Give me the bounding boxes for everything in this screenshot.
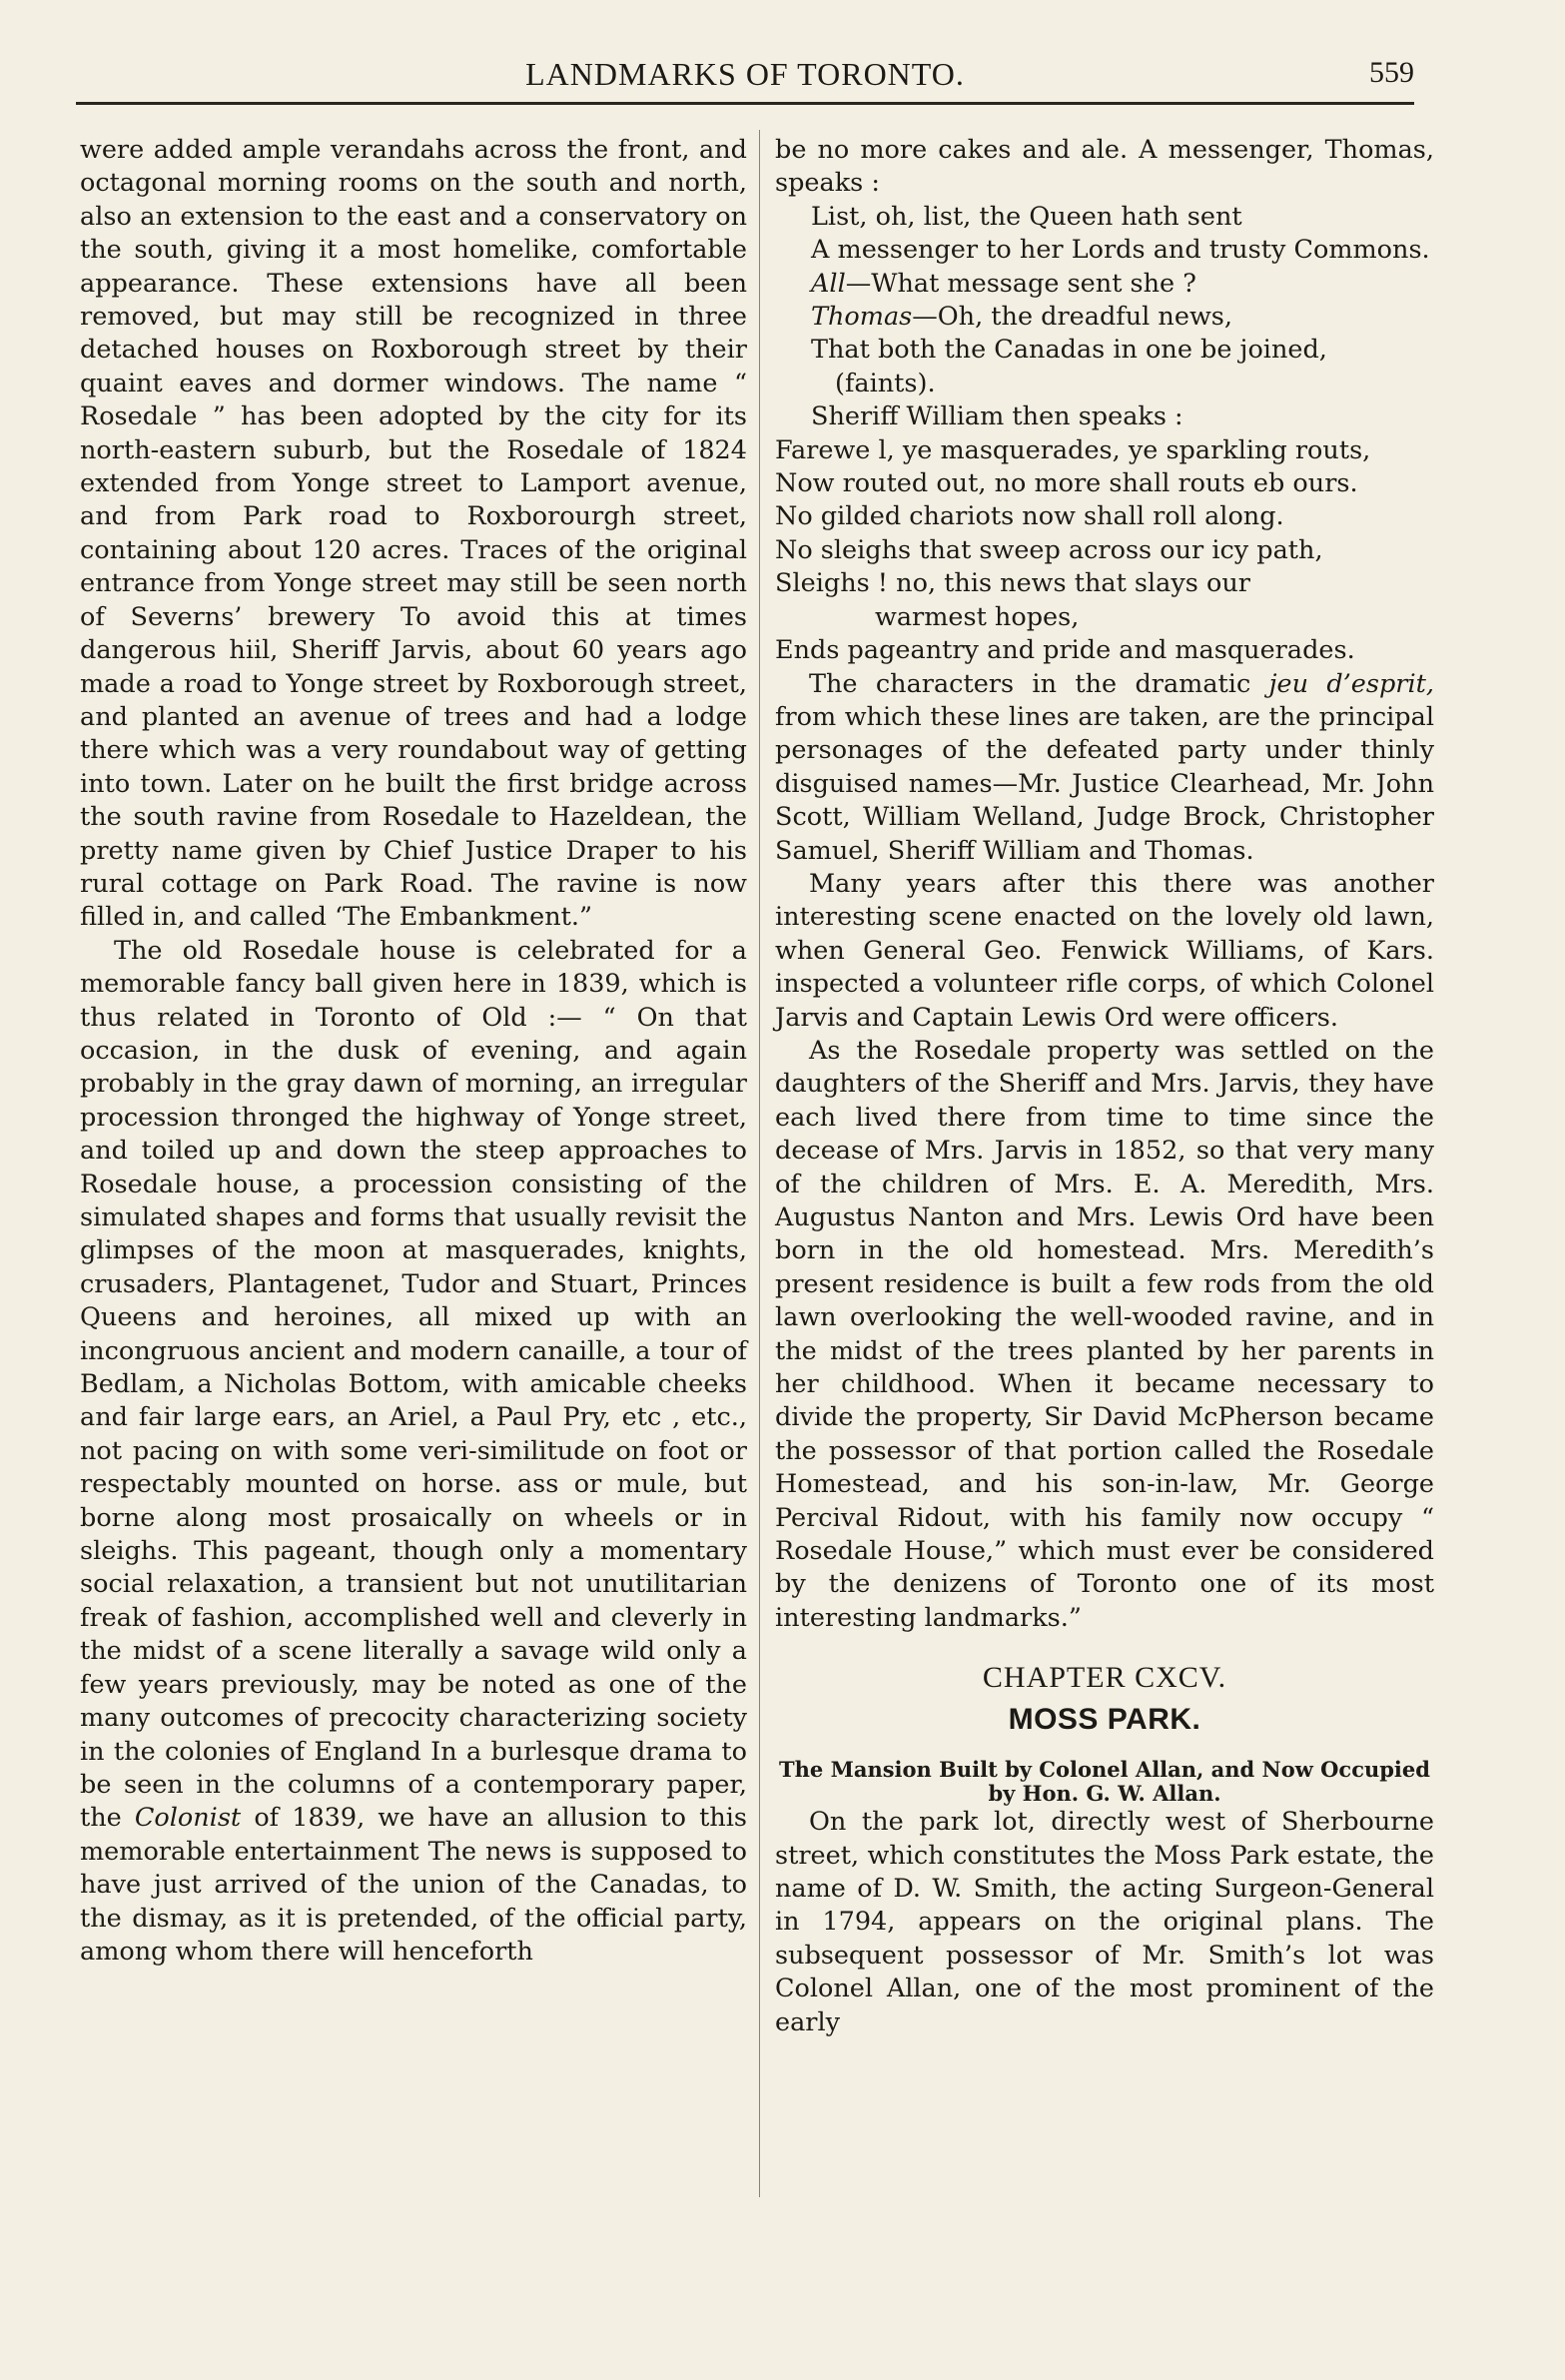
colonist-title: Colonist xyxy=(134,1803,242,1834)
page-number: 559 xyxy=(1369,56,1414,89)
all-dialogue: —What message sent she ? xyxy=(845,268,1196,299)
verse-line: Ends pageantry and pride and masquerades. xyxy=(775,635,1355,666)
verse-line: (faints). xyxy=(835,368,936,398)
verse-all-line xyxy=(775,268,1434,301)
left-column xyxy=(80,134,747,1969)
speaker-thomas: Thomas xyxy=(811,302,913,333)
column-divider xyxy=(759,130,760,2197)
paragraph-characters xyxy=(775,668,1434,868)
header-rule xyxy=(76,102,1414,105)
verse-line: No gilded chariots now shall roll along. xyxy=(775,501,1284,532)
sheriff-intro: Sheriff William then speaks : xyxy=(811,401,1183,432)
chapter-subtitle: The Mansion Built by Colonel Allan, and Now Occupied by Hon. G. W. Allan. xyxy=(779,1757,1430,1807)
chapter-title: MOSS PARK. xyxy=(1008,1702,1201,1736)
running-title: LANDMARKS OF TORONTO. xyxy=(525,56,965,92)
right-column xyxy=(775,134,1434,2039)
verse-line: That both the Canadas in one be joined, xyxy=(811,335,1327,366)
chapter-number: CHAPTER CXCV. xyxy=(982,1661,1227,1695)
verse-line: No sleighs that sweep across our icy path, xyxy=(775,534,1323,565)
verse-line: List, oh, list, the Queen hath sent xyxy=(811,201,1242,232)
paragraph-verandahs: were added ample verandahs across the front, and octagonal morning rooms on the south and north, also an extension to the east and a conservatory on the south, giving it a most homelike, comfortable appearance. These extensions have all been removed, but may still be recognized in three detached houses on Roxborough street by their quaint eaves and dormer windows. The name “ Rosedale ” has been adopted by the city for its north-eastern suburb, but the Rosedale of 1824 extended from Yonge street to Lamport avenue, and from Park road to Roxborourgh street, containing about 120 acres. Traces of the original entrance from Yonge street may still be seen north of Severns’ brewery To avoid this at times dangerous hiil, Sheriff Jarvis, about 60 years ago made a road to Yonge street by Roxborough street, and planted an avenue of trees and had a lodge there which was a very roundabout way of getting into town. Later on he built the first bridge across the south ravine from Rosedale to Hazeldean, the pretty name given by Chief Justice Draper to his rural cottage on Park Road. The ravine is now filled in, and called ‘The Embankment.” xyxy=(80,135,747,933)
page-header xyxy=(76,52,1414,108)
paragraph-fancy-ball xyxy=(80,935,747,1970)
speaker-all: All xyxy=(811,268,846,299)
characters-text-end: from which these lines are taken, are the principal personages of the defeated party under thinly disguised names—Mr. Justice Clearhead, Mr. John Scott, William Welland, Judge Brock, Christopher Samuel, Sheriff William and Thomas. xyxy=(775,701,1434,866)
paragraph-fancy-ball-text: The old Rosedale house is celebrated for a memorable fancy ball given here in 1839, which is thus related in Toronto of Old :— “ On that occasion, in the dusk of evening, and again probably in the gray dawn of morning, an irregular procession thronged the highway of Yonge street, and toiled up and down the steep approaches to Rosedale house, a procession consisting of the simulated shapes and forms that usually revisit the glimpses of the moon at masquerades, knights, crusaders, Plantagenet, Tudor and Stuart, Princes Queens and heroines, all mixed up with an incongruous ancient and modern canaille, a tour of Bedlam, a Nicholas Bottom, with amicable cheeks and fair large ears, an Ariel, a Paul Pry, etc , etc., not pacing on with some veri-similitude on foot or respectably mounted on horse. ass or mule, but borne along most prosaically on wheels or in sleighs. This pageant, though only a momentary social relaxation, a transient but not unutilitarian freak of fashion, accomplished well and cleverly in the midst of a scene literally a savage wild only a few years previously, may be noted as one of the many outcomes of precocity characterizing society in the colonies of England In a burlesque drama to be seen in the columns of a contemporary paper, the xyxy=(80,935,747,1834)
paragraph-rosedale-property: As the Rosedale property was settled on the daughters of the Sheriff and Mrs. Jarvis, they have each lived there from time to time since the decease of Mrs. Jarvis in 1852, so that very many of the children of Mrs. E. A. Meredith, Mrs. Augustus Nanton and Mrs. Lewis Ord have been born in the old homestead. Mrs. Meredith’s present residence is built a few rods from the old lawn overlooking the well-wooded ravine, and in the midst of the trees planted by her parents in her childhood. When it became necessary to divide the property, Sir David McPherson became the possessor of that portion called the Rosedale Homestead, and his son-in-law, Mr. George Percival Ridout, with his family now occupy “ Rosedale House,” which must ever be considered by the denizens of Toronto one of its most interesting landmarks.” xyxy=(775,1035,1434,1633)
paragraph-fancy-ball-end: of 1839, we have an allusion to this memorable entertainment The news is supposed to have just arrived of the union of the Canadas, to the dismay, as it is pretended, of the official party, among whom there will henceforth xyxy=(80,1803,748,1967)
paragraph-cakes-and-ale: be no more cakes and ale. A messenger, Thomas, speaks : xyxy=(775,135,1434,199)
jeu-d-esprit: jeu d’esprit, xyxy=(1268,668,1435,699)
paragraph-rifle-corps: Many years after this there was another interesting scene enacted on the lovely old lawn, when General Geo. Fenwick Williams, of Kars. inspected a volunteer rifle corps, of which Colonel Jarvis and Captain Lewis Ord were officers. xyxy=(775,868,1434,1033)
verse-line: A messenger to her Lords and trusty Commons. xyxy=(811,235,1430,266)
thomas-dialogue: —Oh, the dreadful news, xyxy=(912,302,1232,333)
verse-line: warmest hopes, xyxy=(875,601,1080,632)
verse-line: Now routed out, no more shall routs eb ours. xyxy=(775,468,1358,499)
verse-thomas-line xyxy=(775,301,1434,334)
paragraph-park-lot: On the park lot, directly west of Sherbourne street, which constitutes the Moss Park estate, the name of D. W. Smith, the acting Surgeon-General in 1794, appears on the original plans. The subsequent possessor of Mr. Smith’s lot was Colonel Allan, one of the most prominent of the early xyxy=(775,1807,1434,2037)
characters-text: The characters in the dramatic xyxy=(809,668,1251,699)
verse-line: Sleighs ! no, this news that slays our xyxy=(775,568,1250,599)
verse-line: Farewe l, ye masquerades, ye sparkling routs, xyxy=(775,434,1371,465)
